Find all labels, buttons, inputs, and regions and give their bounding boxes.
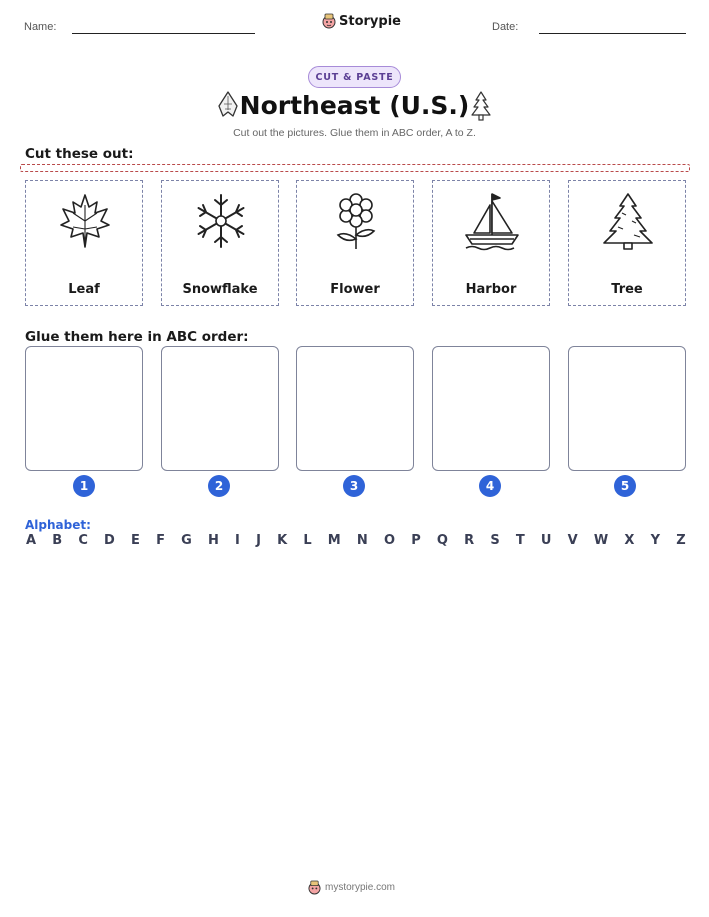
sailboat-icon bbox=[462, 191, 522, 251]
cut-line bbox=[20, 164, 690, 172]
alphabet-letter: M bbox=[327, 533, 341, 548]
alphabet-letter: S bbox=[490, 533, 500, 548]
glue-box-3[interactable] bbox=[296, 346, 414, 471]
date-label: Date: bbox=[492, 21, 519, 33]
number-badge-5: 5 bbox=[614, 475, 636, 497]
alphabet-letter: N bbox=[356, 533, 368, 548]
storypie-mascot-icon bbox=[322, 13, 336, 29]
flower-icon bbox=[326, 191, 386, 251]
pine-tree-icon bbox=[598, 191, 658, 251]
alphabet-letter: U bbox=[540, 533, 552, 548]
alphabet-letter: B bbox=[52, 533, 63, 548]
alphabet-letter: T bbox=[515, 533, 525, 548]
glue-box-1[interactable] bbox=[25, 346, 143, 471]
date-line[interactable] bbox=[539, 33, 686, 34]
number-badge-4: 4 bbox=[479, 475, 501, 497]
glue-box-5[interactable] bbox=[568, 346, 686, 471]
name-label: Name: bbox=[24, 21, 57, 33]
alphabet-letter: Q bbox=[436, 533, 448, 548]
alphabet-letter: V bbox=[567, 533, 578, 548]
cut-card-label: Harbor bbox=[465, 282, 517, 297]
alphabet-letter: H bbox=[207, 533, 219, 548]
alphabet-letter: I bbox=[235, 533, 240, 548]
cut-card-label: Snowflake bbox=[182, 282, 258, 297]
cut-heading: Cut these out: bbox=[25, 146, 134, 162]
alphabet-letter: X bbox=[624, 533, 635, 548]
glue-box-4[interactable] bbox=[432, 346, 550, 471]
alphabet-letter: A bbox=[26, 533, 37, 548]
number-badge-3: 3 bbox=[343, 475, 365, 497]
cut-card-harbor[interactable] bbox=[432, 180, 550, 306]
footer-url[interactable]: mystorypie.com bbox=[325, 882, 396, 893]
name-line[interactable] bbox=[72, 33, 255, 34]
cut-paste-badge: CUT & PASTE bbox=[308, 66, 401, 88]
alphabet-row bbox=[26, 533, 686, 548]
brand-name: Storypie bbox=[339, 13, 401, 29]
alphabet-letter: J bbox=[256, 533, 261, 548]
alphabet-letter: G bbox=[181, 533, 192, 548]
alphabet-letter: Y bbox=[650, 533, 661, 548]
number-badge-2: 2 bbox=[208, 475, 230, 497]
pine-tree-title-icon bbox=[467, 90, 495, 122]
page-title: Northeast (U.S.) bbox=[239, 91, 470, 120]
alphabet-letter: E bbox=[131, 533, 140, 548]
storypie-mascot-footer-icon bbox=[308, 880, 321, 895]
alphabet-letter: P bbox=[411, 533, 421, 548]
alphabet-letter: O bbox=[383, 533, 396, 548]
alphabet-letter: Z bbox=[676, 533, 686, 548]
number-badge-1: 1 bbox=[73, 475, 95, 497]
instructions: Cut out the pictures. Glue them in ABC order, A to Z. bbox=[233, 127, 476, 139]
maple-leaf-icon bbox=[55, 191, 115, 251]
brand-logo bbox=[322, 13, 401, 29]
glue-heading: Glue them here in ABC order: bbox=[25, 329, 249, 345]
alphabet-letter: W bbox=[593, 533, 609, 548]
cut-card-leaf[interactable] bbox=[25, 180, 143, 306]
alphabet-letter: K bbox=[277, 533, 288, 548]
alphabet-letter: C bbox=[78, 533, 88, 548]
cut-card-label: Flower bbox=[330, 282, 380, 297]
alphabet-letter: F bbox=[156, 533, 165, 548]
glue-box-2[interactable] bbox=[161, 346, 279, 471]
alphabet-letter: R bbox=[464, 533, 475, 548]
cut-card-label: Tree bbox=[611, 282, 643, 297]
cut-card-tree[interactable] bbox=[568, 180, 686, 306]
cut-card-snowflake[interactable] bbox=[161, 180, 279, 306]
alphabet-letter: D bbox=[104, 533, 115, 548]
snowflake-icon bbox=[191, 191, 251, 251]
footer bbox=[308, 880, 395, 895]
cut-card-flower[interactable] bbox=[296, 180, 414, 306]
alphabet-letter: L bbox=[303, 533, 312, 548]
cut-card-label: Leaf bbox=[68, 282, 100, 297]
alphabet-heading: Alphabet: bbox=[25, 518, 91, 532]
